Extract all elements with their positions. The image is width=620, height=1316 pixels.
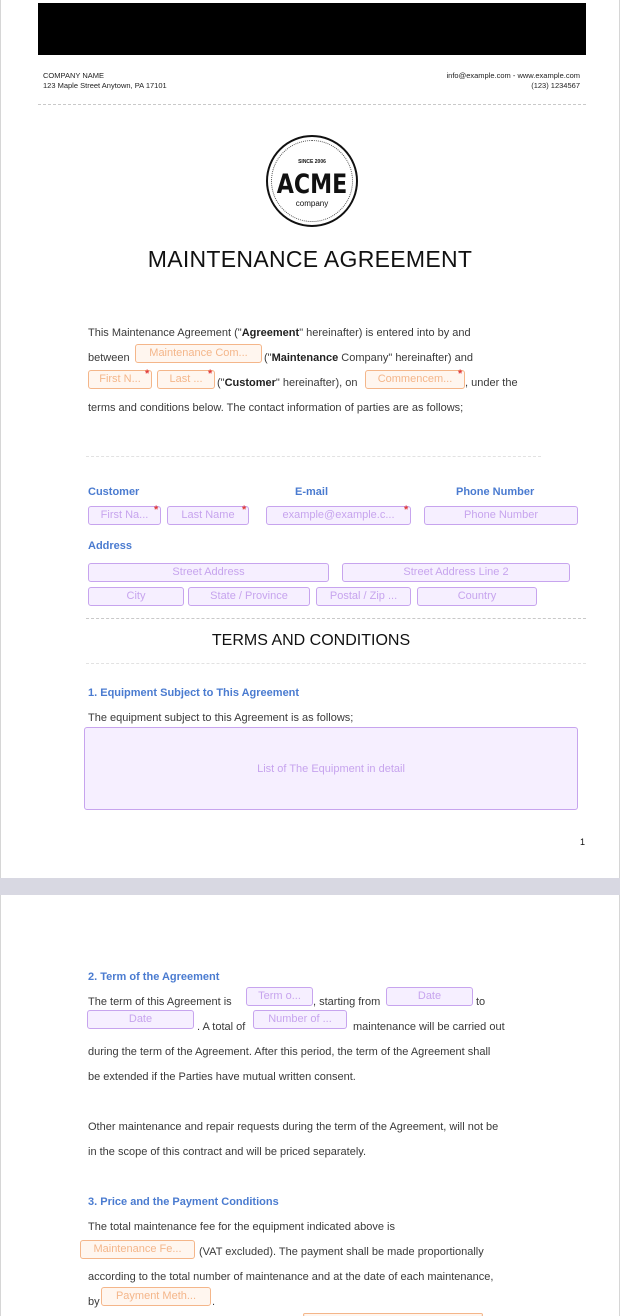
term-text-c: to — [476, 996, 486, 1008]
company-phone: (123) 1234567 — [531, 81, 580, 90]
required-marker: * — [208, 368, 213, 380]
last-name-input[interactable]: Last Name — [167, 506, 249, 525]
email-input[interactable]: example@example.c... — [266, 506, 411, 525]
address-label: Address — [88, 540, 133, 552]
page-separator — [0, 878, 620, 895]
customer-first-name-field[interactable]: First N... — [88, 370, 152, 389]
city-input[interactable]: City — [88, 587, 184, 606]
intro-bold: Maintenance — [271, 352, 339, 364]
intro-line-1 — [88, 327, 471, 339]
email-label: E-mail — [295, 486, 329, 498]
maintenance-fee-field[interactable]: Maintenance Fe... — [80, 1240, 195, 1259]
intro-text: (" — [217, 377, 225, 389]
section-2-heading: 2. Term of the Agreement — [88, 971, 220, 983]
street-address-input[interactable]: Street Address — [88, 563, 329, 582]
company-web: info@example.com - www.example.com — [446, 71, 580, 80]
intro-divider — [86, 456, 541, 457]
intro-bold: Agreement — [241, 327, 300, 339]
price-text-d: by — [88, 1296, 100, 1308]
company-contact — [447, 71, 581, 91]
required-marker: * — [242, 504, 247, 516]
price-text-b: (VAT excluded). The payment shall be made proportionally — [199, 1246, 484, 1258]
maintenance-count-field[interactable]: Number of ... — [253, 1010, 347, 1029]
term-text-i: in the scope of this contract and will be priced separately. — [88, 1146, 367, 1158]
first-name-input[interactable]: First Na... — [88, 506, 161, 525]
maintenance-company-field[interactable]: Maintenance Com... — [135, 344, 262, 363]
intro-line-3 — [217, 377, 357, 389]
payment-method-field[interactable]: Payment Meth... — [101, 1287, 211, 1306]
required-marker: * — [154, 504, 159, 516]
company-name: COMPANY NAME — [43, 71, 104, 80]
term-text-a: The term of this Agreement is — [88, 996, 232, 1008]
price-text-c: according to the total number of maintenance and at the date of each maintenance, — [88, 1271, 494, 1283]
term-field[interactable]: Term o... — [246, 987, 313, 1006]
company-info — [43, 71, 167, 91]
company-address: 123 Maple Street Anytown, PA 17101 — [43, 81, 167, 90]
intro-text: (" — [264, 352, 272, 364]
phone-label: Phone Number — [456, 486, 535, 498]
company-logo — [266, 135, 358, 227]
term-text-f: during the term of the Agreement. After this period, the term of the Agreement shall — [88, 1046, 491, 1058]
terms-divider — [86, 663, 586, 664]
section-3-heading: 3. Price and the Payment Conditions — [88, 1196, 279, 1208]
intro-text: Company" hereinafter) and — [338, 352, 473, 364]
term-text-d: . A total of — [197, 1021, 246, 1033]
country-input[interactable]: Country — [417, 587, 537, 606]
intro-text: " hereinafter) is entered into by and — [299, 327, 471, 339]
start-date-field[interactable]: Date — [386, 987, 473, 1006]
document-page-2 — [0, 895, 620, 1316]
page-number: 1 — [579, 837, 585, 847]
street-address-2-input[interactable]: Street Address Line 2 — [342, 563, 570, 582]
logo-name: ACME — [276, 169, 348, 200]
required-marker: * — [404, 504, 409, 516]
postal-input[interactable]: Postal / Zip ... — [316, 587, 411, 606]
intro-between: between — [88, 352, 130, 364]
commencement-date-field[interactable]: Commencem... — [365, 370, 465, 389]
intro-under-the: , under the — [465, 377, 518, 389]
equipment-list-field[interactable]: List of The Equipment in detail — [84, 727, 578, 810]
contact-divider — [86, 618, 586, 619]
intro-line-2 — [264, 352, 473, 364]
term-text-g: be extended if the Parties have mutual written consent. — [88, 1071, 356, 1083]
term-text-e: maintenance will be carried out — [353, 1021, 505, 1033]
terms-title: TERMS AND CONDITIONS — [211, 632, 411, 649]
end-date-field[interactable]: Date — [87, 1010, 194, 1029]
logo-sub: company — [295, 199, 329, 208]
term-text-h: Other maintenance and repair requests during the term of the Agreement, will not be — [88, 1121, 499, 1133]
intro-line-4: terms and conditions below. The contact information of parties are as follows; — [88, 402, 464, 414]
intro-text: " hereinafter), on — [275, 377, 358, 389]
intro-bold: Customer — [224, 377, 276, 389]
customer-label: Customer — [88, 486, 140, 498]
price-text-a: The total maintenance fee for the equipment indicated above is — [88, 1221, 395, 1233]
section-1-heading: 1. Equipment Subject to This Agreement — [88, 687, 300, 699]
state-input[interactable]: State / Province — [188, 587, 310, 606]
section-1-text: The equipment subject to this Agreement is as follows; — [88, 712, 354, 724]
required-marker: * — [145, 368, 150, 380]
document-title: MAINTENANCE AGREEMENT — [147, 246, 473, 272]
header-divider — [38, 104, 586, 105]
phone-input[interactable]: Phone Number — [424, 506, 578, 525]
logo-since: SINCE 2006 — [298, 159, 326, 165]
intro-text: This Maintenance Agreement (" — [88, 327, 242, 339]
price-text-e: . — [212, 1296, 216, 1308]
customer-last-name-field[interactable]: Last ... — [157, 370, 215, 389]
header-banner — [38, 3, 586, 55]
required-marker: * — [458, 368, 463, 380]
term-text-b: , starting from — [313, 996, 381, 1008]
